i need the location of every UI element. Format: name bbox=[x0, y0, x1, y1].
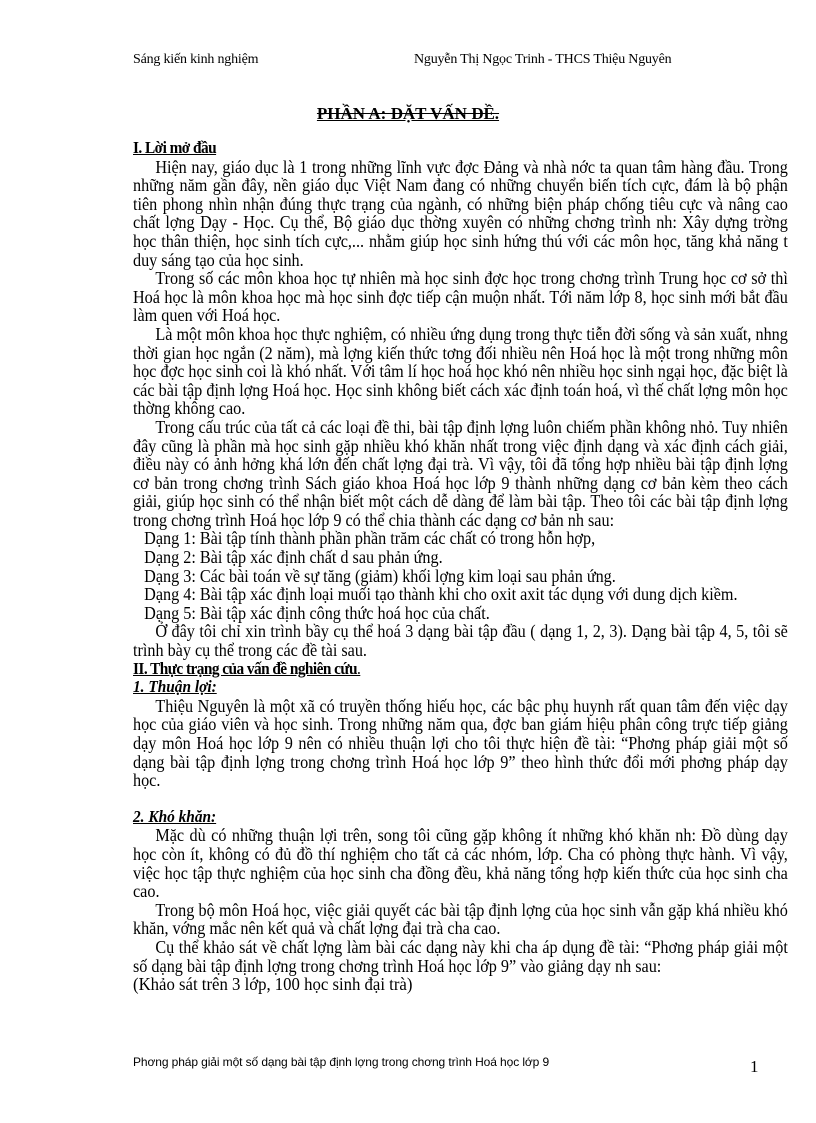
subheading-thuan-loi: 1. Thuận lợi: bbox=[133, 677, 217, 697]
heading-trail: . bbox=[357, 658, 361, 678]
paragraph: Mặc dù có những thuận lợi trên, song tôi cũng gặp không ít những khó khăn nh: Đồ dùng dạy học còn ít, không có đủ đồ thí nghiệm cho tất cả các nhóm, lớp. Cha có phòng thực hành. Vì vậy, việc học tập thực nghiệm của học sinh cha đồng đều, khả năng tổng hợp kiến thức của học sinh cha cao. bbox=[133, 825, 788, 902]
list-item-dang-3: Dạng 3: Các bài toán về sự tăng (giảm) khối lợng kim loại sau phản ứng. bbox=[144, 565, 616, 586]
section-heading-text: II. Thực trạng của vấn đề nghiên cứu bbox=[133, 658, 358, 678]
page-number: 1 bbox=[750, 1057, 759, 1076]
footer-text: Phơng pháp giải một số dạng bài tập định lợng trong chơng trình Hoá học lớp 9 bbox=[133, 1055, 550, 1069]
paragraph: Trong số các môn khoa học tự nhiên mà học sinh đợc học trong chơng trình Trung học cơ sở thì Hoá học là môn khoa học mà học sinh đợc tiếp cận muộn nhất. Tới năm lớp 8, học sinh mới bắt đầu làm quen với Hoá học. bbox=[133, 268, 788, 326]
body-content bbox=[133, 139, 788, 994]
subheading-kho-khan: 2. Khó khăn: bbox=[133, 806, 217, 826]
section-heading-thuc-trang bbox=[133, 660, 788, 679]
paragraph: Ở đây tôi chỉ xin trình bầy cụ thể hoá 3 dạng bài tập đầu ( dạng 1, 2, 3). Dạng bài tập 4, 5, tôi sẽ trình bày cụ thể trong các đề tài sau. bbox=[133, 621, 788, 661]
paragraph: Trong cấu trúc của tất cả các loại đề thi, bài tập định lợng luôn chiếm phần không nhỏ. Tuy nhiên đây cũng là phần mà học sinh gặp nhiều khó khăn nhất trong việc định dạng và xác định cách giải, điều này có ảnh hởng khá lớn đến chất lợng đại trà. Vì vậy, tôi đã tổng hợp nhiều bài tập định lợng cơ bản trong chơng trình Sách giáo khoa Hoá học lớp 9 thành những dạng cơ bản kèm theo cách giải, giúp học sinh có thể nhận biết một cách dễ dàng để làm bài tập. Theo tôi các bài tập định lợng trong chơng trình Hoá học lớp 9 có thể chia thành các dạng cơ bản nh sau: bbox=[133, 416, 788, 530]
document-body bbox=[133, 139, 788, 994]
list-item-dang-1: Dạng 1: Bài tập tính thành phần phần trăm các chất có trong hỗn hợp, bbox=[144, 528, 596, 549]
paragraph: Thiệu Nguyên là một xã có truyền thống hiếu học, các bậc phụ huynh rất quan tâm đến việc dạy học của giáo viên và học sinh. Trong những năm qua, đợc ban giám hiệu phân công trực tiếp giảng dạy môn Hoá học lớp 9 nên có nhiều thuận lợi cho tôi thực hiện đề tài: “Phơng pháp giải một số dạng bài tập định lợng trong chơng trình Hoá học lớp 9” theo hình thức đổi mới phơng pháp dạy học. bbox=[133, 695, 788, 791]
page-title-text: PHẦN A: ĐẶT VẤN ĐỀ. bbox=[316, 104, 500, 123]
page-title bbox=[0, 104, 816, 124]
paragraph: Là một môn khoa học thực nghiệm, có nhiều ứng dụng trong thực tiễn đời sống và sản xuất, nhng thời gian học ngắn (2 năm), mà lợng kiến thức tơng đối nhiều nên Hoá học là một trong những môn học đợc học sinh coi là khó nhất. Với tâm lí học hoá học khó nên nhiều học sinh ngại học, đặc biệt là các bài tập định lợng Hoá học. Học sinh không biết cách xác định toán hoá, vì thế chất lợng môn học thờng không cao. bbox=[133, 323, 788, 419]
paragraph: Hiện nay, giáo dục là 1 trong những lĩnh vực đợc Đảng và nhà nớc ta quan tâm hàng đầu. Trong những năm gần đây, nền giáo dục Việt Nam đang có những chuyển biến tích cực, đám là bộ phận tiên phong nhìn nhận đúng thực trạng của ngành, có những biện pháp chống tiêu cực và nâng cao chất lợng Dạy - Học. Cụ thể, Bộ giáo dục thờng xuyên có những chơng trình nh: Xây dựng trờng học thân thiện, học sinh tích cực,... nhằm giúp học sinh hứng thú với các môn học, tăng khả năng t duy sáng tạo của học sinh. bbox=[133, 156, 788, 270]
header-left: Sáng kiến kinh nghiệm bbox=[133, 52, 259, 67]
paragraph: Cụ thể khảo sát về chất lợng làm bài các dạng này khi cha áp dụng đề tài: “Phơng pháp giải một số dạng bài tập định lợng trong chơng trình Hoá học lớp 9” vào giảng dạy nh sau: bbox=[133, 936, 788, 976]
paragraph: Trong bộ môn Hoá học, việc giải quyết các bài tập định lợng của học sinh vẫn gặp khá nhiều khó khăn, vớng mắc nên kết quả và chất lợng đại trà cha cao. bbox=[133, 899, 788, 939]
survey-note: (Khảo sát trên 3 lớp, 100 học sinh đại trà) bbox=[133, 974, 413, 995]
header-right: Nguyễn Thị Ngọc Trinh - THCS Thiệu Nguyên bbox=[414, 52, 672, 67]
list-item-dang-5: Dạng 5: Bài tập xác định công thức hoá học của chất. bbox=[144, 602, 490, 623]
section-heading-intro: I. Lời mở đầu bbox=[133, 138, 217, 157]
spacer bbox=[133, 790, 788, 808]
list-item-dang-4: Dạng 4: Bài tập xác định loại muối tạo thành khi cho oxit axit tác dụng với dung dịch kiềm. bbox=[144, 584, 738, 605]
list-item-dang-2: Dạng 2: Bài tập xác định chất d sau phản ứng. bbox=[144, 547, 443, 568]
